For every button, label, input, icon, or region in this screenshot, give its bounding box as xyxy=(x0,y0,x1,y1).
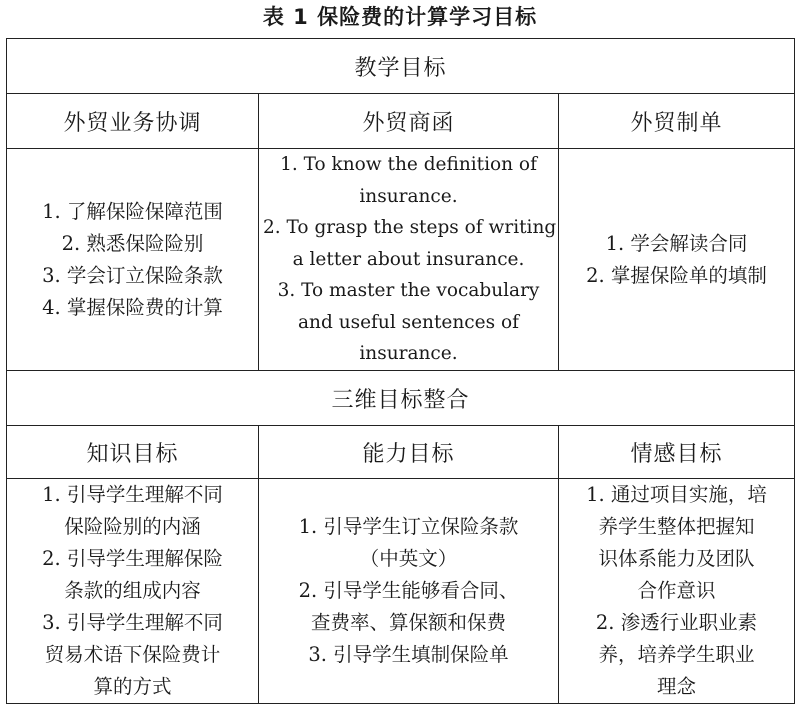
section2-content-row xyxy=(7,479,795,704)
objective-line: 2. 渗透行业职业素 xyxy=(595,611,758,634)
objective-line: 3. 学会订立保险条款 xyxy=(42,263,223,287)
column-header-emotion: 情感目标 xyxy=(559,426,795,479)
objective-line: 理念 xyxy=(656,675,696,698)
objective-line: insurance. xyxy=(359,343,458,365)
column-header-trade-documentation: 外贸制单 xyxy=(559,94,795,149)
objective-line: 2. To grasp the steps of writing xyxy=(263,217,557,239)
section1-heading: 教学目标 xyxy=(7,39,795,94)
section2-heading-row xyxy=(7,371,795,426)
objective-line: 贸易术语下保险费计 xyxy=(44,643,221,666)
objective-line: 2. 掌握保险单的填制 xyxy=(586,263,767,287)
correspondence-objectives-cell xyxy=(259,149,559,371)
table-caption: 表 1 保险费的计算学习目标 xyxy=(262,5,538,29)
column-header-trade-correspondence: 外贸商函 xyxy=(259,94,559,149)
objective-line: 保险险别的内涵 xyxy=(64,515,201,538)
column-header-ability: 能力目标 xyxy=(259,426,559,479)
learning-objectives-table xyxy=(6,38,795,704)
objective-line: 1. To know the definition of xyxy=(280,154,537,176)
objective-line: 2. 引导学生能够看合同、 xyxy=(298,579,519,602)
documentation-objectives-cell xyxy=(559,149,795,371)
objective-line: 1. 了解保险保障范围 xyxy=(42,199,223,223)
objective-line: 合作意识 xyxy=(637,579,716,602)
objective-line: 1. 通过项目实施，培 xyxy=(586,483,767,506)
objective-line: 养学生整体把握知 xyxy=(598,515,755,538)
objective-line: 3. 引导学生填制保险单 xyxy=(308,643,509,666)
section2-column-header-row xyxy=(7,426,795,479)
objective-line: 2. 引导学生理解保险 xyxy=(42,547,223,570)
objective-line: 养，培养学生职业 xyxy=(598,643,755,666)
objective-line: 3. To master the vocabulary xyxy=(277,280,540,302)
coordination-objectives-cell xyxy=(7,149,259,371)
objective-line: 1. 引导学生订立保险条款 xyxy=(298,515,519,538)
ability-objectives-cell xyxy=(259,479,559,704)
objective-line: 3. 引导学生理解不同 xyxy=(42,611,223,634)
column-header-knowledge: 知识目标 xyxy=(7,426,259,479)
objective-line: and useful sentences of xyxy=(298,311,519,333)
objective-line: 2. 熟悉保险险别 xyxy=(61,231,204,255)
section2-heading: 三维目标整合 xyxy=(7,371,795,426)
objective-line: 识体系能力及团队 xyxy=(598,547,755,570)
objective-line: （中英文） xyxy=(359,547,458,570)
objective-line: 1. 引导学生理解不同 xyxy=(42,483,223,506)
knowledge-objectives-cell xyxy=(7,479,259,704)
section1-heading-row xyxy=(7,39,795,94)
objective-line: 4. 掌握保险费的计算 xyxy=(42,295,223,319)
emotion-objectives-cell xyxy=(559,479,795,704)
section1-column-header-row xyxy=(7,94,795,149)
objective-line: 算的方式 xyxy=(93,675,172,698)
objective-line: 条款的组成内容 xyxy=(64,579,201,602)
objective-line: insurance. xyxy=(359,185,458,207)
objective-line: 查费率、算保额和保费 xyxy=(310,611,506,634)
objective-line: a letter about insurance. xyxy=(292,248,525,270)
section1-content-row xyxy=(7,149,795,371)
column-header-trade-coordination: 外贸业务协调 xyxy=(7,94,259,149)
objective-line: 1. 学会解读合同 xyxy=(605,231,748,255)
